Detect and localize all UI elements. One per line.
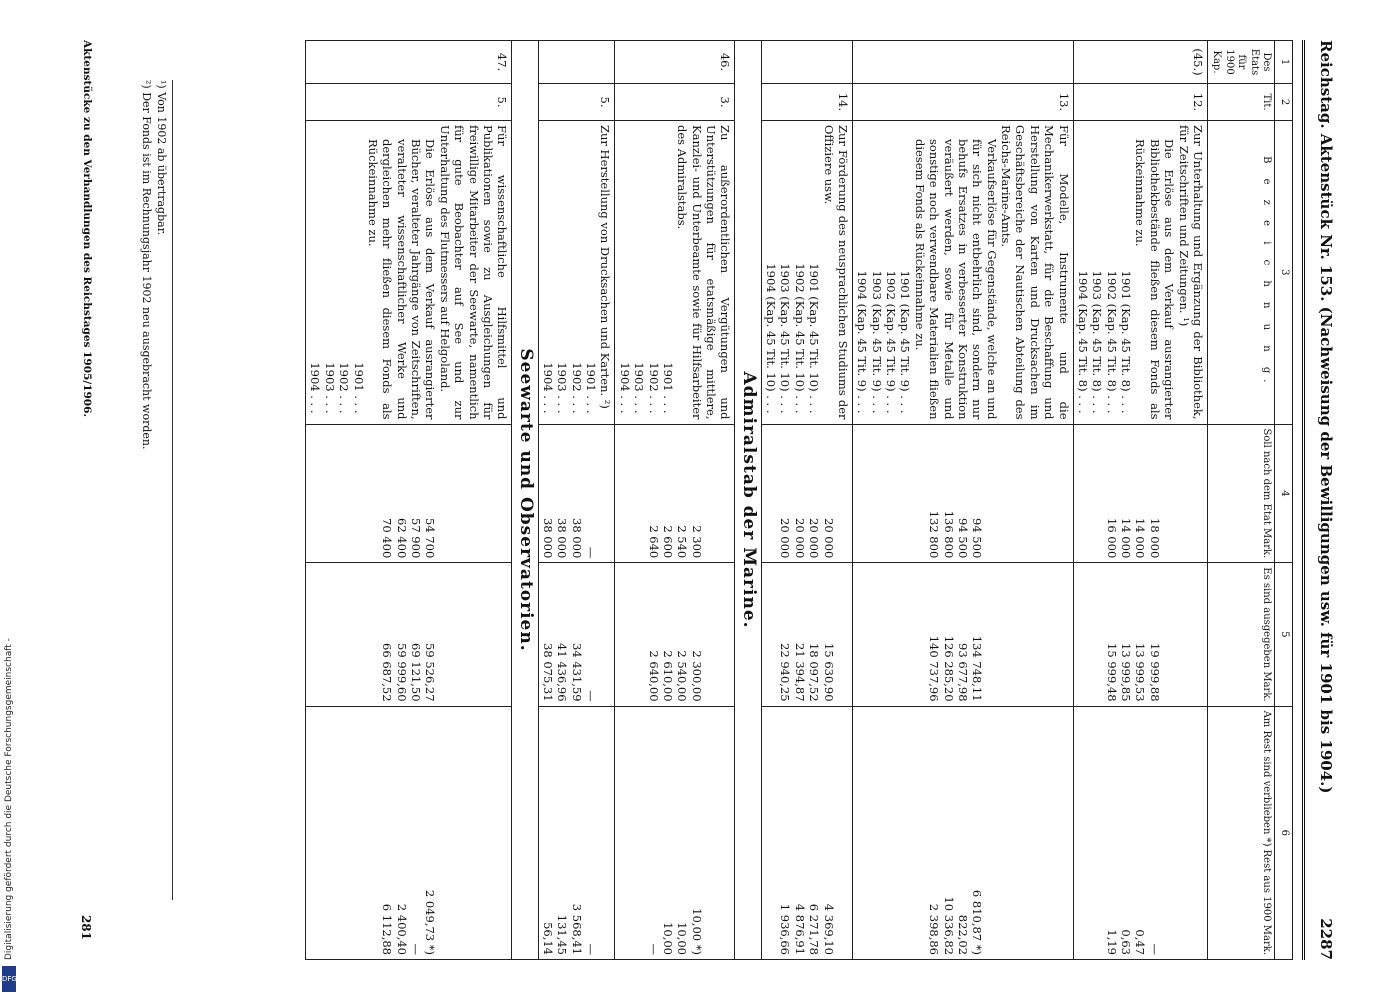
description-note: Die Erlöse aus dem Verkauf ausrangierter Bücher, veralteter Jahrgänge von Zeitschriften, veralteter wissenschaftlicher Werke und dergleichen mehr fließen diesem Fonds als Rückeinnahme zu. xyxy=(366,139,438,420)
digitization-note: Digitalisierung gefördert durch die Deutsche Forschungsgemeinschaft - xyxy=(4,638,14,960)
cell-description xyxy=(615,121,735,425)
cell-soll xyxy=(853,424,1074,563)
header-rest: Am Rest sind verblieben *) Rest aus 1900 Mark. xyxy=(1208,706,1276,959)
year-label: 1904 (Kap. 45 Tit. 9) . . . xyxy=(855,270,870,414)
number-spacer xyxy=(1176,429,1190,559)
rest-value: 10,00 *) xyxy=(689,908,704,955)
ausgegeben-value: 93 677,98 xyxy=(956,643,970,702)
rest-value: 3 568,41 xyxy=(569,903,584,955)
footer-source: Aktenstücke zu den Verhandlungen des Reichstages 1905/1906. xyxy=(81,40,93,418)
number-spacer xyxy=(1056,567,1070,701)
header-kap: Des Etats für 1900 Kap. xyxy=(1208,41,1276,84)
ausgegeben-value: 134 748,11 xyxy=(970,635,985,702)
cell-description xyxy=(538,121,615,425)
ausgegeben-value: 13 999,53 xyxy=(1133,643,1148,702)
cell-tit: 14. xyxy=(761,84,852,121)
soll-value: 2 300 xyxy=(689,525,704,559)
rest-value: — xyxy=(409,943,424,955)
year-label: 1902 . . . xyxy=(337,362,352,414)
number-spacer xyxy=(1191,567,1205,701)
appropriations-table xyxy=(305,40,1293,960)
year-label: 1903 . . . xyxy=(632,362,647,414)
soll-value: 20 000 xyxy=(821,518,836,559)
table-row xyxy=(615,41,735,960)
number-spacer xyxy=(1176,711,1190,955)
header-rule xyxy=(1302,40,1305,960)
ausgegeben-value: 18 097,52 xyxy=(807,643,822,702)
ausgegeben-value: 140 737,96 xyxy=(927,635,942,702)
number-spacer xyxy=(984,429,998,559)
cell-kap: 47. xyxy=(306,41,512,84)
year-label: 1903 (Kap. 45 Tit. 8) . . . xyxy=(1090,270,1105,414)
year-label: 1901 (Kap. 45 Tit. 10) . . . xyxy=(807,263,822,414)
number-spacer xyxy=(1042,567,1056,701)
rest-value: 6 112,88 xyxy=(380,903,395,955)
column-header-row xyxy=(1208,41,1276,960)
cell-kap: 46. xyxy=(615,41,735,84)
rest-value: 56,14 xyxy=(541,922,555,955)
number-spacer xyxy=(495,567,509,701)
cell-rest xyxy=(853,706,1074,959)
ausgegeben-value: 69 121,50 xyxy=(409,643,424,702)
year-label: 1902 (Kap. 45 Tit. 9) . . . xyxy=(884,270,899,414)
number-spacer xyxy=(718,711,732,955)
column-number: 2 xyxy=(1275,84,1293,121)
cell-rest xyxy=(1073,706,1207,959)
number-spacer xyxy=(1028,711,1042,955)
number-spacer xyxy=(718,429,732,559)
soll-value: 57 900 xyxy=(409,518,424,559)
table-row xyxy=(1073,41,1207,960)
ausgegeben-value: — xyxy=(584,690,599,702)
rest-value: 2 049,73 *) xyxy=(423,889,438,955)
rest-value: 10,00 xyxy=(675,922,690,955)
rest-value: 6 810,87 *) xyxy=(970,889,985,955)
page-header xyxy=(1305,40,1335,960)
table-row xyxy=(761,41,852,960)
soll-value: 62 400 xyxy=(394,518,409,559)
rest-value: 2 398,86 xyxy=(927,903,942,955)
year-label: 1904 (Kap. 45 Tit. 10) . . . xyxy=(764,263,779,414)
cell-ausgegeben xyxy=(306,563,512,706)
ausgegeben-value: 2 610,00 xyxy=(661,650,675,702)
soll-value: 94 500 xyxy=(970,518,985,559)
number-spacer xyxy=(1042,429,1056,559)
cell-rest xyxy=(306,706,512,959)
number-spacer xyxy=(1176,567,1190,701)
cell-ausgegeben xyxy=(538,563,615,706)
number-spacer xyxy=(1056,711,1070,955)
number-spacer xyxy=(466,567,480,701)
ausgegeben-value: 66 687,52 xyxy=(380,643,395,702)
number-spacer xyxy=(466,711,480,955)
number-spacer xyxy=(438,567,452,701)
ausgegeben-value: 13 999,85 xyxy=(1119,643,1134,702)
soll-value: 14 000 xyxy=(1133,518,1148,559)
soll-value: 132 800 xyxy=(927,510,942,559)
cell-rest xyxy=(761,706,852,959)
table-row xyxy=(853,41,1074,960)
description-text: Zur Herstellung von Drucksachen und Karten. ²) xyxy=(598,125,613,409)
cell-soll xyxy=(1073,424,1207,563)
year-label: 1904 . . . xyxy=(617,362,632,414)
cell-ausgegeben xyxy=(615,563,735,706)
ausgegeben-value: 41 436,96 xyxy=(555,643,570,702)
year-label: 1903 . . . xyxy=(555,362,570,414)
footnote: ¹) Von 1902 ab übertragbar. xyxy=(155,80,168,236)
rest-value: 4 369,10 xyxy=(821,903,836,955)
rest-value: 1 936,66 xyxy=(778,903,793,955)
number-spacer xyxy=(836,429,850,559)
year-label: 1902 (Kap. 45 Tit. 10) . . . xyxy=(792,263,807,414)
number-spacer xyxy=(481,567,495,701)
header-page-number: 2287 xyxy=(1317,918,1335,960)
year-label: 1901 . . . xyxy=(661,362,675,414)
number-spacer xyxy=(598,567,612,701)
ausgegeben-value: 126 285,20 xyxy=(941,635,956,702)
number-spacer xyxy=(1013,429,1027,559)
rest-value: — xyxy=(1147,943,1162,955)
number-spacer xyxy=(598,429,612,559)
section-heading: Seewarte und Observatorien. xyxy=(512,41,538,960)
description-note: Verkaufserlöse für Gegenstände, welche an und für sich nicht entbehrlich sind, sondern nur behufs Ersatzes in verbesserter Konstruktion veräußert werden, sowie für Metalle und sonstige noch verwendbare Materialien fließen diesem Fonds als Rückeinnahme zu. xyxy=(912,139,999,420)
footnotes xyxy=(138,80,173,900)
cell-ausgegeben xyxy=(761,563,852,706)
number-spacer xyxy=(495,429,509,559)
number-spacer xyxy=(481,711,495,955)
ausgegeben-value: 2 540,00 xyxy=(675,650,690,702)
cell-tit: 13. xyxy=(853,84,1074,121)
number-spacer xyxy=(704,567,718,701)
ausgegeben-value: 59 999,60 xyxy=(394,643,409,702)
year-label: 1902 (Kap. 45 Tit. 8) . . . xyxy=(1104,270,1119,414)
soll-value: 20 000 xyxy=(792,518,807,559)
cell-ausgegeben xyxy=(853,563,1074,706)
number-spacer xyxy=(1028,567,1042,701)
soll-value: 38 000 xyxy=(569,518,584,559)
ausgegeben-value: 2 300,00 xyxy=(689,650,704,702)
ausgegeben-value: 34 431,59 xyxy=(569,643,584,702)
column-number: 5 xyxy=(1275,563,1293,706)
soll-value: 136 800 xyxy=(941,510,956,559)
number-spacer xyxy=(704,429,718,559)
year-label: 1904 . . . xyxy=(308,362,323,414)
description-text: Zu außerordentlichen Vergütungen und Unterstützungen für etatsmäßige mittlere, Kanzlei- und Unterbeamte sowie für Hilfsarbeiter des Admiralstabs. xyxy=(675,125,733,420)
cell-description xyxy=(761,121,852,425)
number-spacer xyxy=(466,429,480,559)
cell-kap xyxy=(761,41,852,84)
number-spacer xyxy=(481,429,495,559)
soll-value: 70 400 xyxy=(380,518,395,559)
soll-value: 20 000 xyxy=(807,518,822,559)
number-spacer xyxy=(1162,429,1176,559)
rest-value: — xyxy=(646,943,661,955)
number-spacer xyxy=(1162,711,1176,955)
description-text: Für wissenschaftliche Hilfsmittel und Publikationen sowie zu Ausgleichungen für freiwillige Mitarbeiter der Seewarte, namentlich für gute Beobachter auf See und zur Unterhaltung des Flutmessers auf Helgoland. xyxy=(437,125,510,420)
cell-tit: 5. xyxy=(306,84,512,121)
rest-value: 10 336,82 xyxy=(941,896,956,955)
rest-value: 0,63 xyxy=(1119,929,1134,955)
ausgegeben-value: 15 630,90 xyxy=(821,643,836,702)
year-label: 1901 . . . xyxy=(584,362,599,414)
cell-soll xyxy=(761,424,852,563)
cell-rest xyxy=(615,706,735,959)
number-spacer xyxy=(704,711,718,955)
header-soll: Soll nach dem Etat Mark. xyxy=(1208,424,1276,563)
rest-value: — xyxy=(584,943,599,955)
cell-soll xyxy=(615,424,735,563)
rest-value: 6 271,78 xyxy=(807,903,822,955)
cell-tit: 5. xyxy=(538,84,615,121)
cell-description xyxy=(306,121,512,425)
rest-value: 4 876,91 xyxy=(792,903,807,955)
cell-tit: 12. xyxy=(1073,84,1207,121)
number-spacer xyxy=(1013,711,1027,955)
year-label: 1901 . . . xyxy=(351,362,366,414)
number-spacer xyxy=(984,711,998,955)
number-spacer xyxy=(438,429,452,559)
table-row xyxy=(306,41,512,960)
soll-value: 16 000 xyxy=(1104,518,1119,559)
soll-value: 14 000 xyxy=(1119,518,1134,559)
year-label: 1904 . . . xyxy=(541,362,555,414)
number-spacer xyxy=(1056,429,1070,559)
cell-description xyxy=(853,121,1074,425)
cell-description xyxy=(1073,121,1207,425)
cell-kap: (45.) xyxy=(1073,41,1207,84)
table-body xyxy=(306,41,1208,960)
rest-value: 1,19 xyxy=(1104,929,1119,955)
soll-value: 18 000 xyxy=(1147,518,1162,559)
number-spacer xyxy=(999,711,1013,955)
cell-soll xyxy=(538,424,615,563)
number-spacer xyxy=(1028,429,1042,559)
column-number-row xyxy=(1275,41,1293,960)
description-text: Zur Unterhaltung und Ergänzung der Bibliothek, für Zeitschriften und Zeitungen. ¹) xyxy=(1176,125,1205,420)
soll-value: 2 540 xyxy=(675,525,690,559)
ausgegeben-value: 22 940,25 xyxy=(778,643,793,702)
rest-value: 10,00 xyxy=(661,922,675,955)
ausgegeben-value: 21 394,87 xyxy=(792,643,807,702)
rest-value: 131,45 xyxy=(555,914,570,955)
year-label: 1904 (Kap. 45 Tit. 8) . . . xyxy=(1076,270,1090,414)
year-label: 1901 (Kap. 45 Tit. 9) . . . xyxy=(898,270,913,414)
soll-value: — xyxy=(584,546,599,559)
cell-kap xyxy=(538,41,615,84)
section-heading-row xyxy=(735,41,761,960)
number-spacer xyxy=(1191,711,1205,955)
number-spacer xyxy=(438,711,452,955)
ausgegeben-value: 15 999,48 xyxy=(1104,643,1119,702)
cell-ausgegeben xyxy=(1073,563,1207,706)
page-number: 281 xyxy=(79,914,93,940)
soll-value: 20 000 xyxy=(778,518,793,559)
header-ausgegeben: Es sind ausgegeben Mark. xyxy=(1208,563,1276,706)
soll-value: 2 600 xyxy=(661,525,675,559)
soll-value: 54 700 xyxy=(423,518,438,559)
ausgegeben-value: 19 999,88 xyxy=(1147,643,1162,702)
ausgegeben-value: 59 526,27 xyxy=(423,643,438,702)
number-spacer xyxy=(1013,567,1027,701)
year-label: 1903 (Kap. 45 Tit. 9) . . . xyxy=(869,270,884,414)
description-text: Für Modelle, Instrumente und die Mechanikerwerkstatt, für die Beschaffung und Herstellung von Karten und Drucksachen im Geschäftsbereiche der Nautischen Abteilung des Reichs-Marine-Amts. xyxy=(999,125,1071,420)
cell-rest xyxy=(538,706,615,959)
number-spacer xyxy=(495,711,509,955)
number-spacer xyxy=(836,711,850,955)
rest-value: 822,02 xyxy=(956,914,970,955)
section-heading-row xyxy=(512,41,538,960)
description-text: Zur Förderung des neusprachlichen Studiums der Offiziere usw. xyxy=(821,125,850,420)
header-tit: Tit. xyxy=(1208,84,1276,121)
number-spacer xyxy=(452,567,466,701)
year-label: 1903 (Kap. 45 Tit. 10) . . . xyxy=(778,263,793,414)
dfg-logo: DFG xyxy=(2,966,16,992)
header-title: Reichstag. Aktenstück Nr. 153. (Nachweisung der Bewilligungen usw. für 1901 bis 1904.) xyxy=(1317,40,1335,794)
year-label: 1901 (Kap. 45 Tit. 8) . . . xyxy=(1119,270,1134,414)
rest-value: 2 400,40 xyxy=(394,903,409,955)
soll-value: 94 500 xyxy=(956,518,970,559)
number-spacer xyxy=(452,429,466,559)
cell-kap xyxy=(853,41,1074,84)
year-label: 1903 . . . xyxy=(322,362,337,414)
description-note: Die Erlöse aus dem Verkauf ausrangierter Bibliothekbestände fließen diesem Fonds als Rückeinnahme zu. xyxy=(1133,139,1177,420)
section-heading: Admiralstab der Marine. xyxy=(735,41,761,960)
number-spacer xyxy=(452,711,466,955)
cell-tit: 3. xyxy=(615,84,735,121)
table-row xyxy=(538,41,615,960)
soll-value: 38 000 xyxy=(555,518,570,559)
ausgegeben-value: 38 075,31 xyxy=(541,643,555,702)
cell-soll xyxy=(306,424,512,563)
column-number: 4 xyxy=(1275,424,1293,563)
number-spacer xyxy=(598,711,612,955)
number-spacer xyxy=(718,567,732,701)
number-spacer xyxy=(1162,567,1176,701)
number-spacer xyxy=(1191,429,1205,559)
year-label: 1902 . . . xyxy=(569,362,584,414)
number-spacer xyxy=(999,567,1013,701)
column-number: 6 xyxy=(1275,706,1293,959)
ausgegeben-value: 2 640,00 xyxy=(646,650,661,702)
number-spacer xyxy=(999,429,1013,559)
year-label: 1902 . . . xyxy=(646,362,661,414)
column-number: 1 xyxy=(1275,41,1293,84)
number-spacer xyxy=(984,567,998,701)
soll-value: 38 000 xyxy=(541,518,555,559)
footnote: ²) Der Fonds ist im Rechnungsjahr 1902 neu ausgebracht worden. xyxy=(140,80,154,450)
header-bezeichnung: B e z e i c h n u n g. xyxy=(1208,121,1276,425)
soll-value: 2 640 xyxy=(646,525,661,559)
rest-value: 0,47 xyxy=(1133,929,1148,955)
number-spacer xyxy=(1042,711,1056,955)
number-spacer xyxy=(836,567,850,701)
column-number: 3 xyxy=(1275,121,1293,425)
